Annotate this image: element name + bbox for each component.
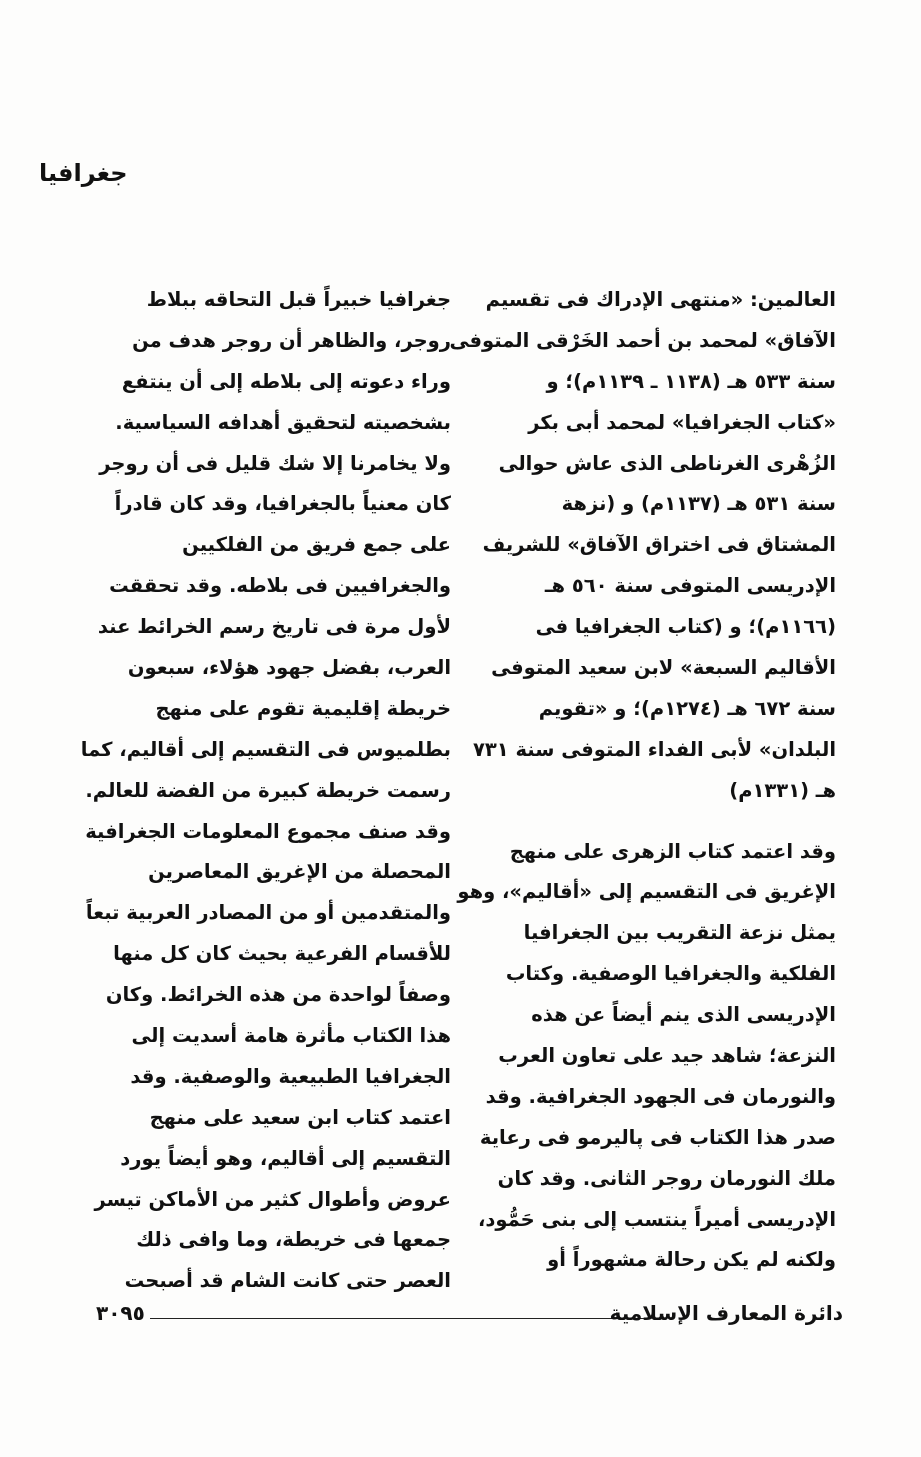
text-line: صدر هذا الكتاب فى پاليرمو فى رعاية bbox=[479, 1125, 836, 1149]
text-line: للأقسام الفرعية بحيث كان كل منها bbox=[113, 942, 451, 966]
page-number: ٣٠٩٥ bbox=[96, 1301, 145, 1325]
text-line: الزُهْرى الغرناطى الذى عاش حوالى bbox=[498, 451, 836, 475]
text-line: كان معنياً بالجغرافيا، وقد كان قادراً bbox=[114, 492, 451, 516]
footer-journal-title: دائرة المعارف الإسلامية bbox=[609, 1301, 843, 1325]
text-line: ولا يخامرنا إلا شك قليل فى أن روجر bbox=[99, 451, 451, 475]
text-line: والجغرافيين فى بلاطه. وقد تحققت bbox=[109, 574, 451, 598]
text-line: والنورمان فى الجهود الجغرافية. وقد bbox=[485, 1084, 836, 1108]
text-line: وقد صنف مجموع المعلومات الجغرافية bbox=[85, 819, 451, 843]
text-line: وراء دعوته إلى بلاطه إلى أن ينتفع bbox=[121, 369, 451, 393]
page-title: جغرافيا bbox=[39, 159, 128, 187]
text-line: التقسيم إلى أقاليم، وهو أيضاً يورد bbox=[120, 1146, 451, 1170]
text-line: والمتقدمين أو من المصادر العربية تبعاً bbox=[85, 901, 451, 925]
text-line: عروض وأطوال كثير من الأماكن تيسر bbox=[94, 1187, 451, 1211]
text-line: هذا الكتاب مأثرة هامة أسديت إلى bbox=[131, 1024, 451, 1048]
paragraph bbox=[449, 280, 836, 812]
text-line: الإدريسى أميراً ينتسب إلى بنى حَمُّود، bbox=[477, 1207, 836, 1231]
text-line: جمعها فى خريطة، وما وافى ذلك bbox=[136, 1228, 451, 1252]
text-line: سنة ٥٣١ هـ (١١٣٧م) و (نزهة bbox=[561, 492, 836, 516]
text-line: (١١٦٦م)؛ و (كتاب الجغرافيا فى bbox=[535, 615, 836, 639]
text-line: النزعة؛ شاهد جيد على تعاون العرب bbox=[498, 1044, 836, 1068]
text-line: الأقاليم السبعة» لابن سعيد المتوفى bbox=[491, 656, 836, 680]
text-line: الإدريسى الذى ينم أيضاً عن هذه bbox=[531, 1003, 836, 1027]
text-column-right bbox=[449, 280, 836, 1281]
text-line: جغرافيا خبيراً قبل التحاقه ببلاط bbox=[146, 288, 451, 311]
text-line: يمثل نزعة التقريب بين الجغرافيا bbox=[523, 921, 836, 945]
text-line: «كتاب الجغرافيا» لمحمد أبى بكر bbox=[528, 410, 836, 434]
text-line: العصر حتى كانت الشام قد أصبحت bbox=[124, 1269, 451, 1293]
paragraph bbox=[457, 832, 836, 1282]
page-footer bbox=[88, 1294, 843, 1334]
text-line: ولكنه لم يكن رحالة مشهوراً أو bbox=[547, 1248, 836, 1272]
text-line: سنة ٦٧٢ هـ (١٢٧٤م)؛ و «تقويم bbox=[538, 696, 836, 720]
text-line: العالمين: «منتهى الإدراك فى تقسيم bbox=[485, 288, 836, 311]
text-line: المشتاق فى اختراق الآفاق» للشريف bbox=[482, 533, 836, 557]
text-line: المحصلة من الإغريق المعاصرين bbox=[148, 860, 451, 884]
paragraph-gap bbox=[501, 812, 836, 832]
text-line: بطلميوس فى التقسيم إلى أقاليم، كما bbox=[80, 737, 451, 761]
text-line: البلدان» لأبى الفداء المتوفى سنة ٧٣١ bbox=[472, 737, 836, 761]
text-line: سنة ٥٣٣ هـ (١١٣٨ ـ ١١٣٩م)؛ و bbox=[546, 369, 836, 393]
text-line: رسمت خريطة كبيرة من الفضة للعالم. bbox=[85, 778, 451, 802]
paragraph bbox=[80, 280, 451, 1302]
footer-divider bbox=[150, 1318, 650, 1319]
text-column-left bbox=[80, 280, 451, 1302]
text-line: وصفاً لواحدة من هذه الخرائط. وكان bbox=[105, 983, 451, 1007]
text-line: الإغريق فى التقسيم إلى «أقاليم»، وهو bbox=[457, 880, 836, 904]
text-line: وقد اعتمد كتاب الزهرى على منهج bbox=[509, 839, 836, 863]
text-line: روجر، والظاهر أن روجر هدف من bbox=[132, 328, 451, 352]
text-line: هـ (١٣٣١م) bbox=[729, 778, 836, 802]
text-line: ملك النورمان روجر الثانى. وقد كان bbox=[497, 1166, 836, 1190]
text-line: الإدريسى المتوفى سنة ٥٦٠ هـ bbox=[544, 574, 836, 598]
text-line: لأول مرة فى تاريخ رسم الخرائط عند bbox=[97, 615, 451, 639]
text-line: بشخصيته لتحقيق أهدافه السياسية. bbox=[115, 410, 451, 434]
text-line: على جمع فريق من الفلكيين bbox=[182, 533, 451, 557]
text-line: الفلكية والجغرافيا الوصفية. وكتاب bbox=[505, 962, 836, 986]
text-line: اعتمد كتاب ابن سعيد على منهج bbox=[149, 1105, 451, 1129]
text-line: العرب، بفضل جهود هؤلاء، سبعون bbox=[127, 656, 451, 680]
text-line: الجغرافيا الطبيعية والوصفية. وقد bbox=[130, 1064, 451, 1088]
text-line: الآفاق» لمحمد بن أحمد الخَرْقى المتوفى bbox=[449, 328, 836, 352]
text-line: خريطة إقليمية تقوم على منهج bbox=[155, 696, 451, 720]
